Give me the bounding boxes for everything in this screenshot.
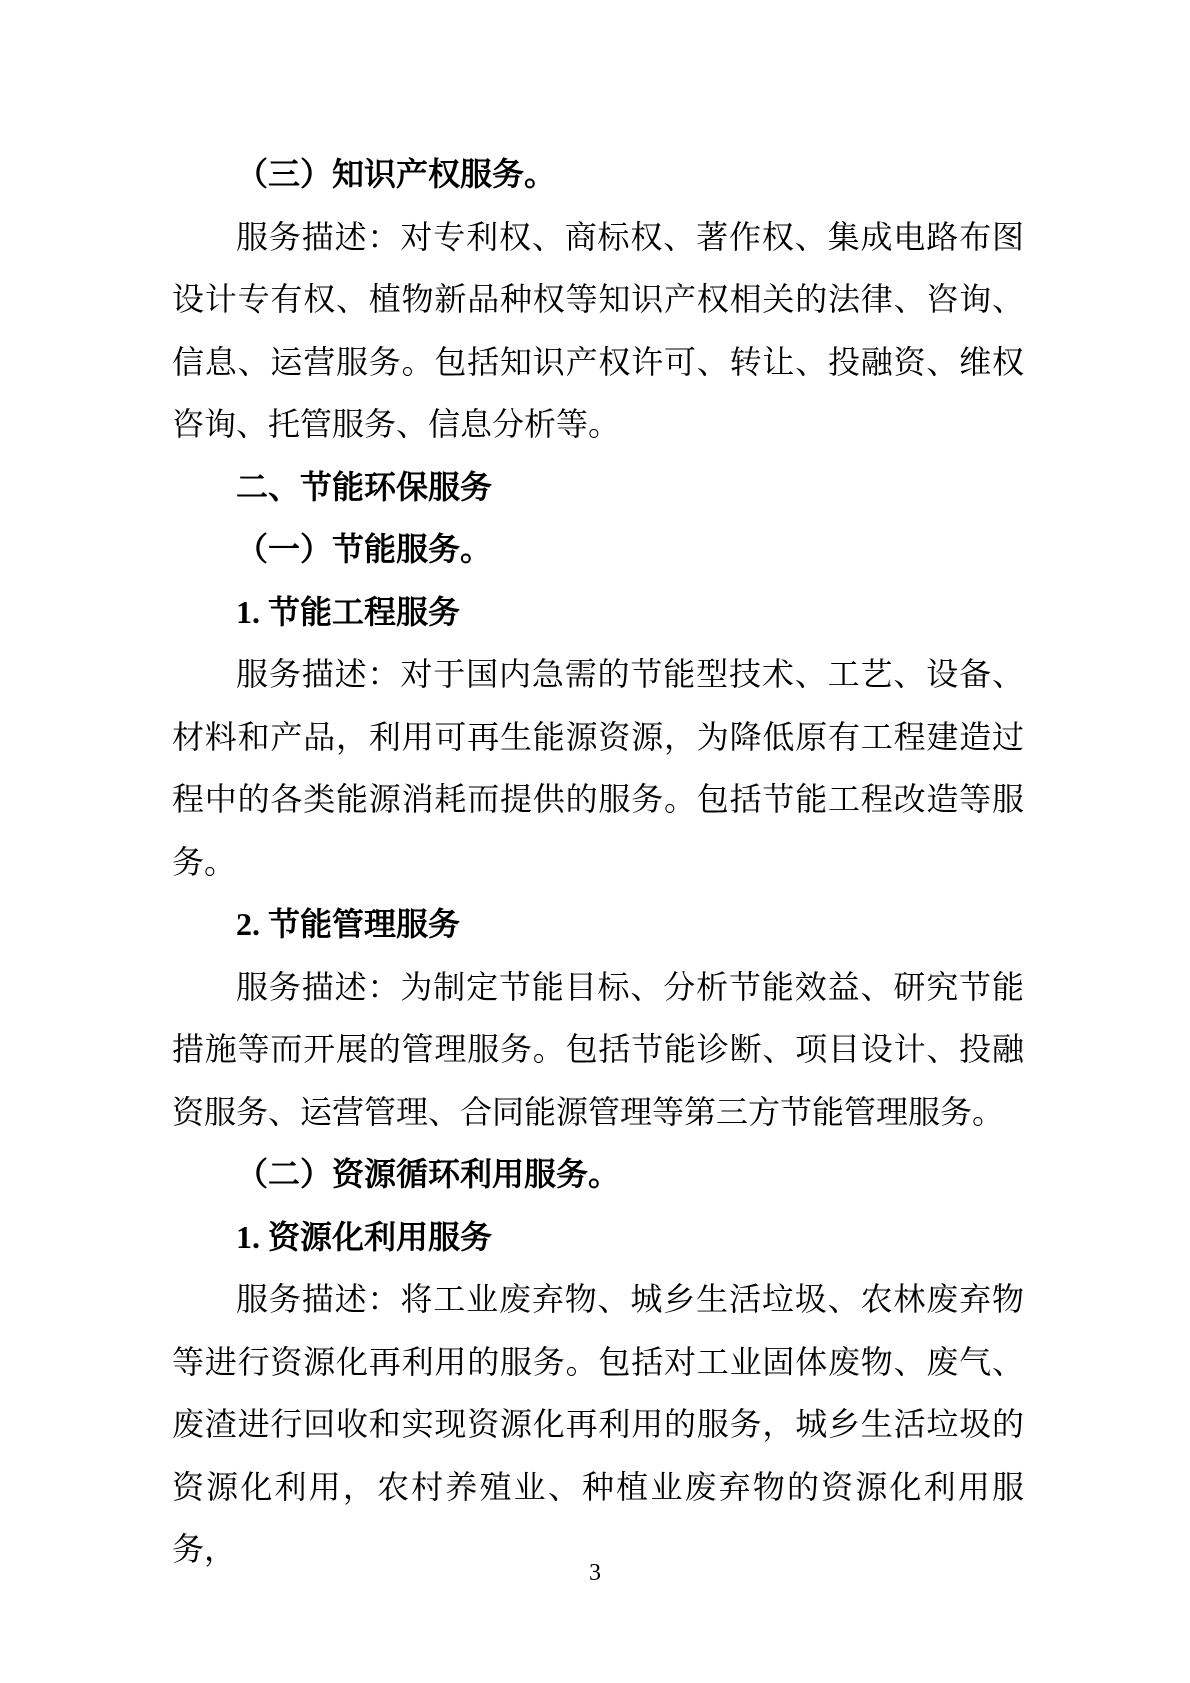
page-number: 3: [589, 1560, 601, 1586]
heading-ip-services: （三）知识产权服务。: [236, 156, 557, 192]
heading-resource-utilization-service: 1. 资源化利用服务: [236, 1218, 493, 1255]
paragraph-energy-engineering-desc: 服务描述：对于国内急需的节能型技术、工艺、设备、材料和产品，利用可再生能源资源，为降低原有工程建造过程中的各类能源消耗而提供的服务。包括节能工程改造等服务。: [172, 656, 1024, 880]
heading-energy-saving-services: （一）节能服务。: [236, 531, 493, 567]
paragraph-energy-management-desc: 服务描述：为制定节能目标、分析节能效益、研究节能措施等而开展的管理服务。包括节能诊断、项目设计、投融资服务、运营管理、合同能源管理等第三方节能管理服务。: [172, 968, 1024, 1130]
heading-energy-env-services: 二、节能环保服务: [236, 468, 493, 505]
heading-resource-recycling-services: （二）资源循环利用服务。: [236, 1156, 621, 1192]
heading-energy-engineering-service: 1. 节能工程服务: [236, 593, 461, 630]
paragraph-resource-utilization-desc: 服务描述：将工业废弃物、城乡生活垃圾、农林废弃物等进行资源化再利用的服务。包括对工业固体废物、废气、废渣进行回收和实现资源化再利用的服务，城乡生活垃圾的资源化利用，农村养殖业、种植业废弃物的资源化利用服务，: [172, 1281, 1024, 1567]
document-body: [172, 143, 1024, 1581]
paragraph-ip-services-desc: 服务描述：对专利权、商标权、著作权、集成电路布图设计专有权、植物新品种权等知识产权相关的法律、咨询、信息、运营服务。包括知识产权许可、转让、投融资、维权咨询、托管服务、信息分析等。: [172, 218, 1024, 442]
heading-energy-management-service: 2. 节能管理服务: [236, 906, 461, 942]
